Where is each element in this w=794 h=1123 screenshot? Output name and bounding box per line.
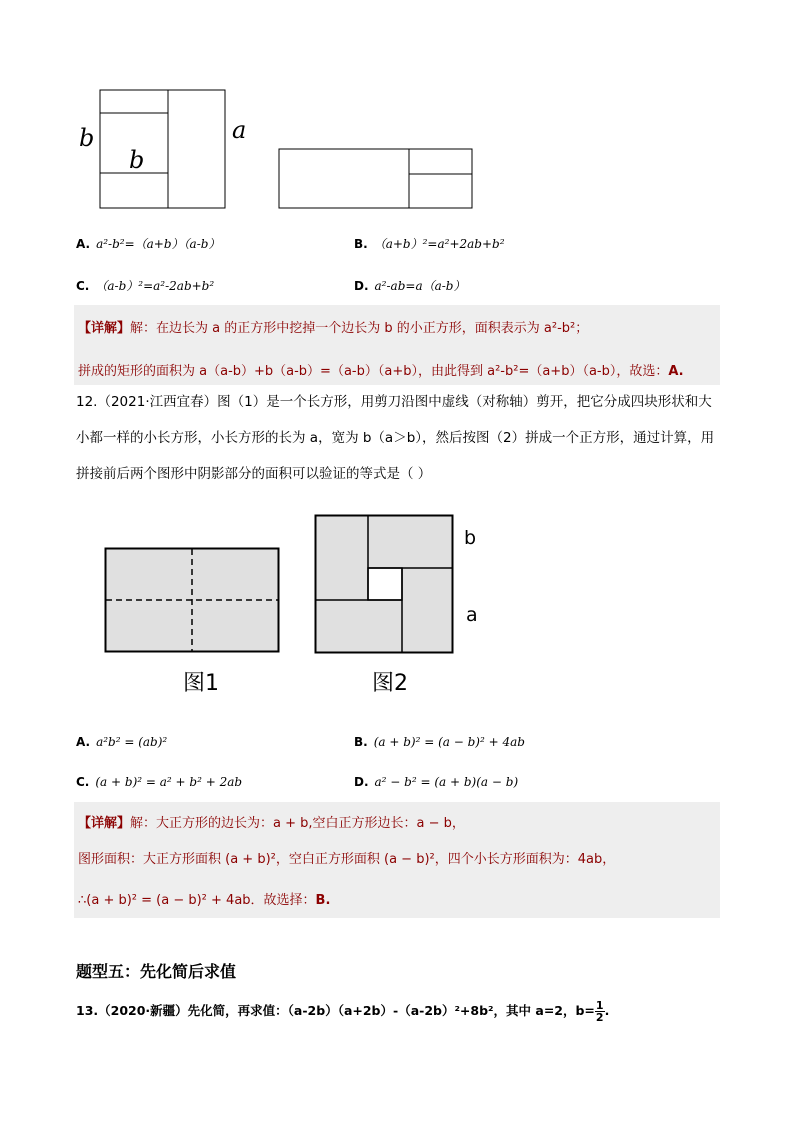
q13-fraction: $\frac{1}{2}$ — [595, 999, 604, 1024]
q12-stem-line3: 拼接前后两个图形中阴影部分的面积可以验证的等式是（ ） — [76, 466, 432, 482]
fig-label-b-inner: b — [129, 146, 145, 174]
q11-solution-line1: 解：在边长为 a 的正方形中挖掉一个边长为 b 的小正方形，面积表示为 a²-b²； — [130, 321, 589, 336]
q12-figure-1 — [104, 547, 282, 655]
q12-solution-line2: 图形面积：大正方形面积 (a + b)²，空白正方形面积 (a − b)²，四个小长方形面积为：4ab， — [78, 852, 616, 867]
q12-fig2-caption: 图2 — [372, 671, 408, 696]
q11-solution-box — [74, 305, 720, 385]
q12-solution-box — [74, 802, 720, 918]
q13-stem: 13.（2020·新疆）先化简，再求值：（a-2b）（a+2b）-（a-2b）²+8b²，其中 a=2，b= $\frac{1}{2}$ . — [76, 999, 610, 1024]
q12-fig2-label-b: b — [464, 527, 477, 549]
q11-option-b: B. （a+b）²=a²+2ab+b² — [354, 237, 505, 251]
q12-option-b: B. (a + b)² = (a − b)² + 4ab — [354, 735, 525, 749]
solution-tag: 【详解】 — [78, 321, 131, 336]
solution-tag: 【详解】 — [78, 816, 131, 831]
assembled-rectangle — [279, 149, 472, 208]
q12-stem-line1: 12.（2021·江西宜春）图（1）是一个长方形，用剪刀沿图中虚线（对称轴）剪开，把它分成四块形状和大 — [76, 394, 712, 410]
q12-option-a: A. a²b² = (ab)² — [76, 735, 168, 749]
q11-option-a: A. a²-b²=（a+b）（a-b） — [76, 237, 221, 251]
q11-answer: A. — [668, 364, 684, 379]
fig-label-a-right: a — [232, 116, 247, 144]
q12-figure-2 — [314, 514, 456, 656]
q12-fig2-label-a: a — [466, 604, 478, 626]
q12-option-d: D. a² − b² = (a + b)(a − b) — [354, 775, 519, 789]
q11-option-d: D. a²-ab=a（a-b） — [354, 279, 466, 293]
q12-stem-line2: 小都一样的小长方形，小长方形的长为 a，宽为 b（a＞b），然后按图（2）拼成一个正方形，通过计算，用 — [76, 430, 715, 446]
q12-solution-line1: 解：大正方形的边长为：a + b,空白正方形边长：a − b， — [130, 816, 465, 831]
q13-stem-text: 13.（2020·新疆）先化简，再求值：（a-2b）（a+2b）-（a-2b）²+8b²，其中 a=2，b= — [76, 1003, 595, 1018]
fig-label-b-left: b — [79, 124, 95, 152]
q12-fig1-caption: 图1 — [183, 671, 219, 696]
q11-solution-line2: 拼成的矩形的面积为 a（a-b）+b（a-b）=（a-b）（a+b），由此得到 a²-b²=（a+b）（a-b），故选： — [78, 364, 669, 379]
q12-stem — [76, 384, 722, 492]
section-title: 题型五：先化简后求值 — [76, 962, 237, 981]
q11-option-c: C. （a-b）²=a²-2ab+b² — [76, 279, 215, 293]
q12-option-c: C. (a + b)² = a² + b² + 2ab — [76, 775, 243, 789]
q12-solution-line3: ∴(a + b)² = (a − b)² + 4ab．故选择： — [78, 893, 316, 908]
q12-answer: B. — [315, 893, 331, 908]
big-square — [100, 90, 225, 208]
